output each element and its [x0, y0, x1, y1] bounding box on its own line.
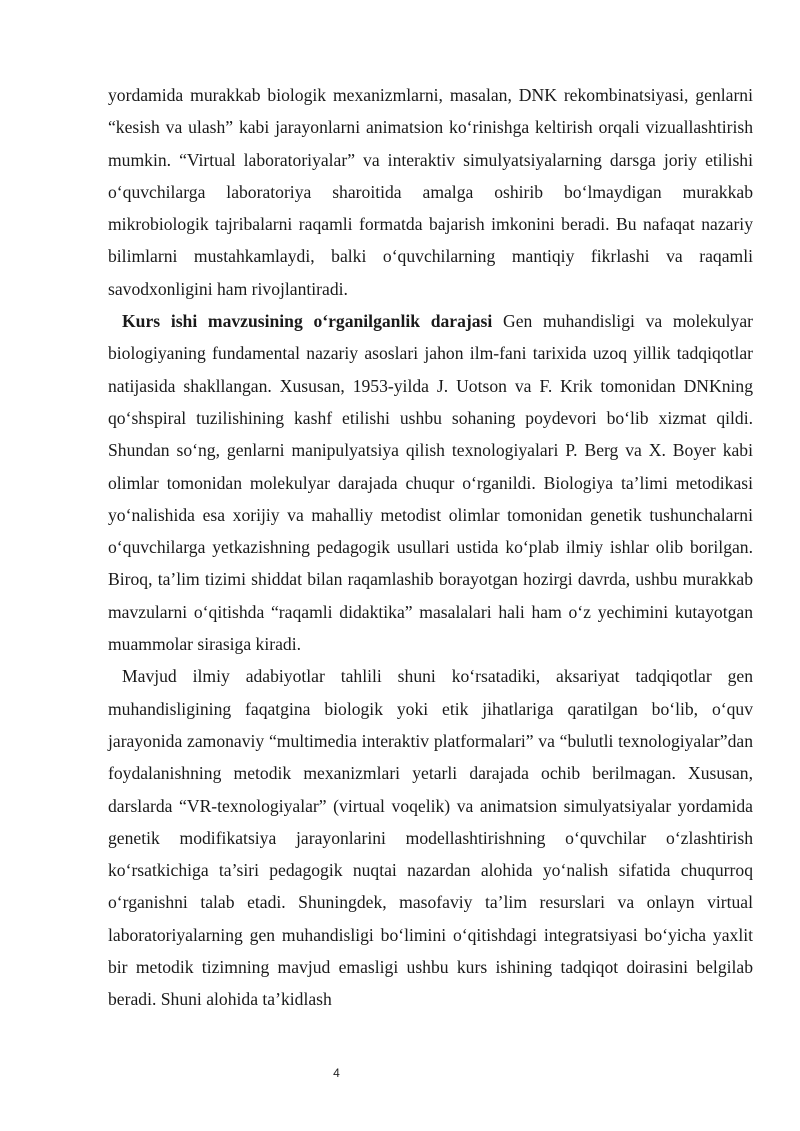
paragraph-text: Gen muhandisligi va molekulyar biologiyaning fundamental nazariy asoslari jahon ilm-fani tarixida uzoq yillik tadqiqotlar natijasida shakllangan. Xususan, 1953-yilda J. Uotson va F. Krik tomonidan DNKning qo‘shspiral tuzilishining kashf etilishi ushbu sohaning poydevori bo‘lib xizmat qildi. Shundan so‘ng, genlarni manipulyatsiya qilish texnologiyalari P. Berg va X. Boyer kabi olimlar tomonidan molekulyar darajada chuqur o‘rganildi. Biologiya ta’limi metodikasi yo‘nalishida esa xorijiy va mahalliy metodist olimlar tomonidan genetik tushunchalarni o‘quvchilarga yetkazishning pedagogik usullari ustida ko‘plab ilmiy ishlar olib borilgan. Biroq, ta’lim tizimi shiddat bilan raqamlashib borayotgan hozirgi davrda, ushbu murakkab mavzularni o‘qitishda “raqamli didaktika” masalalari hali ham o‘z yechimini kutayotgan muammolar sirasiga kiradi.: [108, 311, 753, 655]
paragraph-study-degree: [108, 305, 753, 660]
document-page: [108, 79, 753, 1016]
page-number: 4: [333, 1066, 340, 1080]
paragraph-text: Mavjud ilmiy adabiyotlar tahlili shuni ko‘rsatadiki, aksariyat tadqiqotlar gen muhandisligining faqatgina biologik yoki etik jihatlariga qaratilgan bo‘lib, o‘quv jarayonida zamonaviy “multimedia interaktiv platformalari” va “bulutli texnologiyalar”dan foydalanishning metodik mexanizmlari yetarli darajada ochib berilmagan. Xususan, darslarda “VR-texnologiyalar” (virtual voqelik) va animatsion simulyatsiyalar yordamida genetik modifikatsiya jarayonlarini modellashtirishning o‘quvchilar o‘zlashtirish ko‘rsatkichiga ta’siri pedagogik nuqtai nazardan alohida yo‘nalish sifatida chuqurroq o‘rganishni talab etadi. Shuningdek, masofaviy ta’lim resurslari va onlayn virtual laboratoriyalarning gen muhandisligi bo‘limini o‘qitishdagi integratsiyasi bo‘yicha yaxlit bir metodik tizimning mavjud emasligi ushbu kurs ishining tadqiqot doirasini belgilab beradi. Shuni alohida ta’kidlash: [108, 666, 753, 1010]
paragraph-text: yordamida murakkab biologik mexanizmlarni, masalan, DNK rekombinatsiyasi, genlarni “kesish va ulash” kabi jarayonlarni animatsion ko‘rinishga keltirish orqali vizuallashtirish mumkin. “Virtual laboratoriyalar” va interaktiv simulyatsiyalarning darsga joriy etilishi o‘quvchilarga laboratoriya sharoitida amalga oshirib bo‘lmaydigan murakkab mikrobiologik tajribalarni raqamli formatda bajarish imkonini beradi. Bu nafaqat nazariy bilimlarni mustahkamlaydi, balki o‘quvchilarning mantiqiy fikrlashi va raqamli savodxonligini ham rivojlantiradi.: [108, 85, 753, 299]
paragraph-continuation: [108, 79, 753, 305]
paragraph-literature-analysis: [108, 660, 753, 1015]
section-heading: Kurs ishi mavzusining o‘rganilganlik darajasi: [122, 311, 493, 332]
